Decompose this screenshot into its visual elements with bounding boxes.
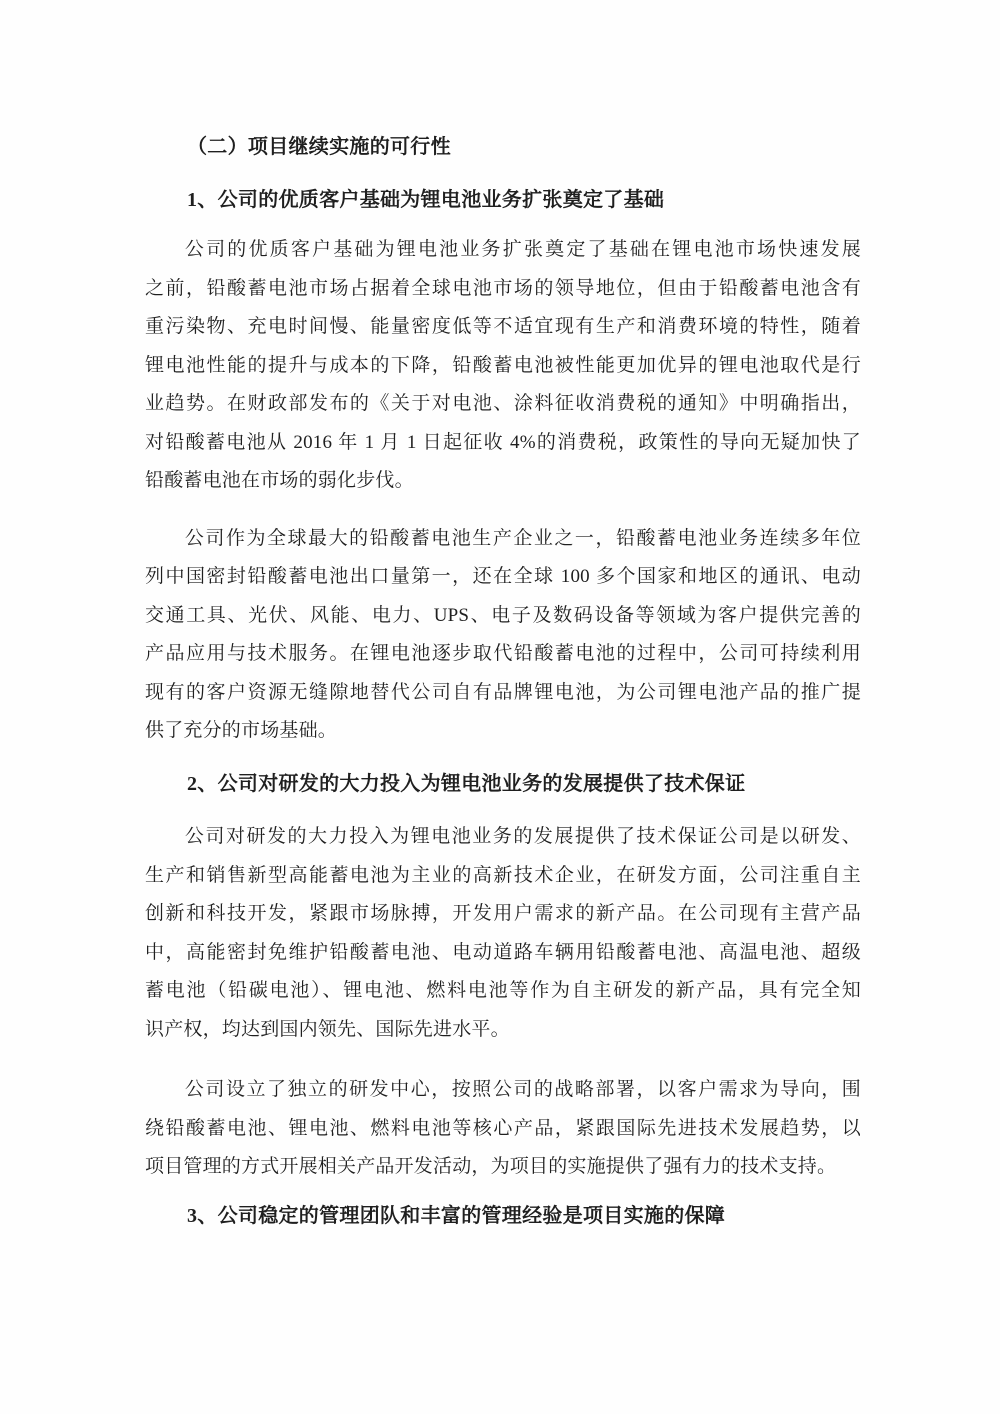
text-line: 之前，铅酸蓄电池市场占据着全球电池市场的领导地位，但由于铅酸蓄电池含有 — [145, 277, 861, 299]
subsection-2-paragraph-1 — [145, 818, 861, 1049]
text-line: 产品应用与技术服务。在锂电池逐步取代铅酸蓄电池的过程中，公司可持续利用 — [145, 643, 861, 664]
text-line: 创新和科技开发，紧跟市场脉搏，开发用户需求的新产品。在公司现有主营产品 — [145, 903, 861, 924]
subsection-2-heading: 2、公司对研发的大力投入为锂电池业务的发展提供了技术保证 — [187, 772, 746, 795]
text-line: 项目管理的方式开展相关产品开发活动，为项目的实施提供了强有力的技术支持。 — [145, 1156, 837, 1177]
text-line: 交通工具、光伏、风能、电力、UPS、电子及数码设备等领域为客户提供完善的 — [145, 604, 861, 626]
text-line: 公司的优质客户基础为锂电池业务扩张奠定了基础在锂电池市场快速发展 — [184, 239, 861, 260]
subsection-3-heading: 3、公司稳定的管理团队和丰富的管理经验是项目实施的保障 — [187, 1204, 726, 1227]
subsection-1-heading: 1、公司的优质客户基础为锂电池业务扩张奠定了基础 — [187, 188, 665, 211]
section-heading: （二）项目继续实施的可行性 — [187, 136, 451, 158]
subsection-1-paragraph-2 — [145, 520, 861, 751]
text-line: 绕铅酸蓄电池、锂电池、燃料电池等核心产品，紧跟国际先进技术发展趋势，以 — [145, 1117, 861, 1139]
text-line: 列中国密封铅酸蓄电池出口量第一，还在全球 100 多个国家和地区的通讯、电动 — [145, 566, 861, 587]
text-line: 蓄电池（铅碳电池）、锂电池、燃料电池等作为自主研发的新产品，具有完全知 — [145, 980, 861, 1001]
subsection-2-paragraph-2 — [145, 1071, 861, 1187]
text-line: 业趋势。在财政部发布的《关于对电池、涂料征收消费税的通知》中明确指出， — [145, 393, 861, 414]
text-line: 中，高能密封免维护铅酸蓄电池、电动道路车辆用铅酸蓄电池、高温电池、超级 — [145, 941, 861, 963]
text-line: 公司对研发的大力投入为锂电池业务的发展提供了技术保证公司是以研发、 — [184, 826, 861, 847]
text-line: 生产和销售新型高能蓄电池为主业的高新技术企业，在研发方面，公司注重自主 — [145, 864, 861, 886]
text-line: 公司作为全球最大的铅酸蓄电池生产企业之一，铅酸蓄电池业务连续多年位 — [184, 527, 861, 549]
text-line: 重污染物、充电时间慢、能量密度低等不适宜现有生产和消费环境的特性，随着 — [145, 316, 861, 337]
text-line: 对铅酸蓄电池从 2016 年 1 月 1 日起征收 4%的消费税，政策性的导向无疑加快了 — [145, 431, 861, 453]
text-line: 铅酸蓄电池在市场的弱化步伐。 — [145, 470, 414, 491]
text-line: 识产权，均达到国内领先、国际先进水平。 — [145, 1018, 510, 1040]
text-line: 现有的客户资源无缝隙地替代公司自有品牌锂电池，为公司锂电池产品的推广提 — [145, 681, 861, 703]
text-line: 公司设立了独立的研发中心，按照公司的战略部署，以客户需求为导向，围 — [184, 1079, 861, 1100]
text-line: 供了充分的市场基础。 — [145, 720, 338, 741]
subsection-1-paragraph-1 — [145, 231, 861, 501]
document-content — [145, 128, 861, 1235]
text-line: 锂电池性能的提升与成本的下降，铅酸蓄电池被性能更加优异的锂电池取代是行 — [145, 354, 861, 376]
